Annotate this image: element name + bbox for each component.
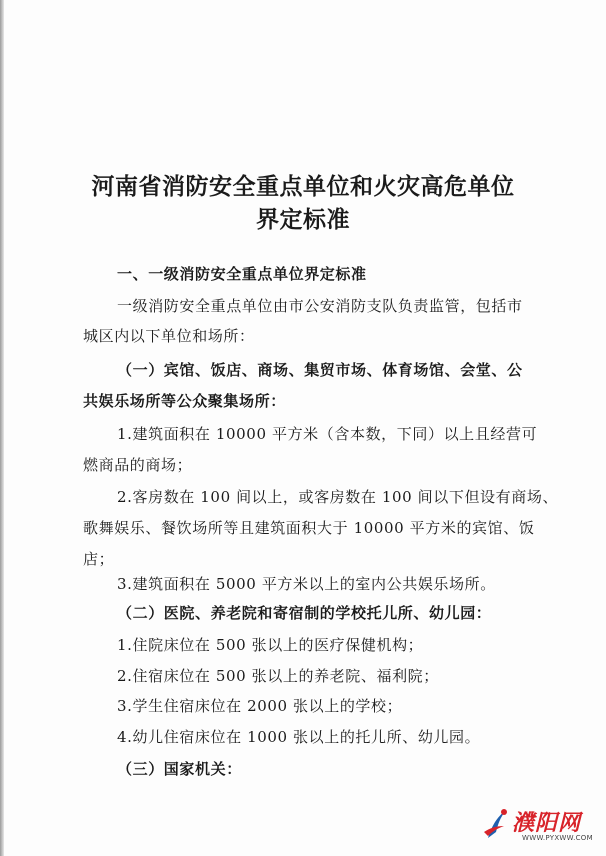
category-2-heading: （二）医院、养老院和寄宿制的学校托儿所、幼儿园： [117,604,492,622]
category-3-heading: （三）国家机关： [117,760,242,778]
page-edge-shadow [0,0,4,856]
category-1-heading-line-2: 共娱乐场所等公众聚集场所： [83,392,286,410]
category-1-heading-line-1: （一）宾馆、饭店、商场、集贸市场、体育场馆、会堂、公 [117,361,523,379]
intro-paragraph-line-1: 一级消防安全重点单位由市公安消防支队负责监管，包括市 [117,297,523,315]
document-title-line-2: 界定标准 [256,206,350,233]
item-1-2-line-2: 歌舞娱乐、餐饮场所等且建筑面积大于 10000 平方米的宾馆、饭 [83,519,535,537]
watermark-site-name: 濮阳网 [512,811,582,836]
section-heading: 一、一级消防安全重点单位界定标准 [117,265,367,283]
site-watermark [482,802,600,846]
watermark-site-url: WWW.PYXWW.COM [522,834,593,842]
item-1-1-line-1: 1.建筑面积在 10000 平方米（含本数，下同）以上且经营可 [117,425,538,443]
item-2-4: 4.幼儿住宿床位在 1000 张以上的托儿所、幼儿园。 [117,728,481,746]
intro-paragraph-line-2: 城区内以下单位和场所： [83,327,255,345]
item-1-2-line-3: 店； [83,550,115,568]
item-2-3: 3.学生住宿床位在 2000 张以上的学校； [117,697,403,715]
watermark-logo-icon [482,802,512,842]
item-1-2-line-1: 2.客房数在 100 间以上，或客房数在 100 间以下但设有商场、 [117,488,559,506]
document-title-line-1: 河南省消防安全重点单位和火灾高危单位 [91,173,515,200]
item-1-1-line-2: 燃商品的商场； [83,456,193,474]
item-1-3: 3.建筑面积在 5000 平方米以上的室内公共娱乐场所。 [117,575,496,593]
item-2-2: 2.住宿床位在 500 张以上的养老院、福利院； [117,667,439,685]
item-2-1: 1.住院床位在 500 张以上的医疗保健机构； [117,636,424,654]
